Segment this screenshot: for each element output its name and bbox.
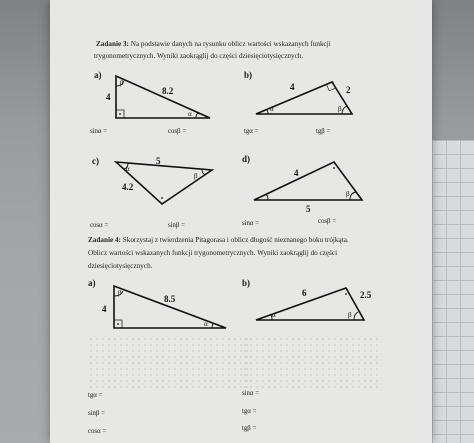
task3-c-formula2: sinβ = (168, 222, 185, 229)
task3-d-label: d) (242, 154, 251, 164)
task4-b-alpha: α (272, 311, 276, 319)
task3-b-triangle (250, 76, 360, 121)
task4-a-leg: 4 (102, 304, 107, 314)
task3-a-triangle (106, 72, 220, 122)
task4-b-formula2: tgα = (242, 408, 257, 415)
task3-c-formula1: cosα = (90, 222, 109, 229)
task3-header: Zadanie 3: (96, 40, 129, 48)
task3-instructions-line1 (96, 40, 331, 49)
task4-line1-text: Skorzystaj z twierdzenia Pitagorasa i oblicz długość nieznanego boku trójkąta. (120, 236, 349, 244)
task4-b-triangle (250, 282, 380, 327)
task3-b-side1: 4 (290, 82, 295, 92)
task3-d-beta: β (346, 190, 350, 198)
task4-b-side2: 2.5 (360, 290, 372, 300)
task4-b-formula3: tgβ = (242, 425, 257, 432)
task3-a-leg: 4 (106, 92, 111, 102)
task4-b-formula1: sinα = (242, 390, 260, 397)
task3-a-alpha: α (188, 110, 192, 118)
task4-a-formula1: tgα = (88, 392, 103, 399)
task4-a-beta: β (118, 289, 122, 297)
task4-a-formula2: sinβ = (88, 410, 105, 417)
task3-a-formula1: sinα = (90, 128, 108, 135)
task4-header: Zadanie 4: (88, 236, 121, 244)
task3-c-alpha: α (126, 165, 130, 173)
worksheet-page (50, 0, 432, 443)
task4-a-alpha: α (204, 320, 208, 328)
task3-d-formula1: sinα = (242, 220, 260, 227)
task3-c-side1: 5 (156, 156, 161, 166)
task3-b-formula1: tgα = (244, 128, 259, 135)
task4-b-side1: 6 (302, 288, 307, 298)
task3-d-triangle (250, 158, 370, 214)
grid-paper-edge (432, 140, 474, 443)
task4-b-beta: β (348, 311, 352, 319)
task4-instructions-line3: dziesięciotysięcznych. (88, 262, 153, 270)
task4-a-triangle (102, 282, 238, 332)
task3-b-formula2: tgβ = (316, 128, 331, 135)
task3-d-formula2: cosβ = (318, 218, 337, 225)
task4-a-label: a) (88, 278, 96, 288)
task3-c-triangle (112, 156, 232, 211)
task3-a-formula2: cosβ = (168, 128, 187, 135)
task3-a-label: a) (94, 70, 102, 80)
task3-b-beta: β (338, 105, 342, 113)
task3-b-alpha: α (270, 105, 274, 113)
task4-a-work-area[interactable] (88, 336, 248, 388)
task4-a-formula3: cosα = (88, 428, 107, 435)
task4-instructions-line1 (88, 236, 349, 245)
task3-instructions-line2: trygonometrycznych. Wyniki zaokrąglij do części dziesięciotysięcznych. (94, 52, 304, 60)
task3-line1-text: Na podstawie danych na rysunku oblicz wartości wskazanych funkcji (128, 40, 331, 48)
task3-c-beta: β (194, 172, 198, 180)
task3-c-side2: 4.2 (122, 182, 134, 192)
task3-b-side2: 2 (346, 85, 351, 95)
task4-instructions-line2: Oblicz wartości wskazanych funkcji trygonometrycznych. Wyniki zaokrąglij do części (88, 249, 338, 257)
task3-d-side2: 5 (306, 204, 311, 214)
task3-c-label: c) (92, 156, 99, 166)
task3-a-hyp: 8.2 (162, 86, 174, 96)
task4-a-hyp: 8.5 (164, 294, 176, 304)
task3-b-label: b) (244, 70, 253, 80)
task3-a-beta: β (120, 79, 124, 87)
task3-d-side1: 4 (294, 168, 299, 178)
task4-b-label: b) (242, 278, 251, 288)
task4-b-work-area[interactable] (242, 336, 382, 388)
